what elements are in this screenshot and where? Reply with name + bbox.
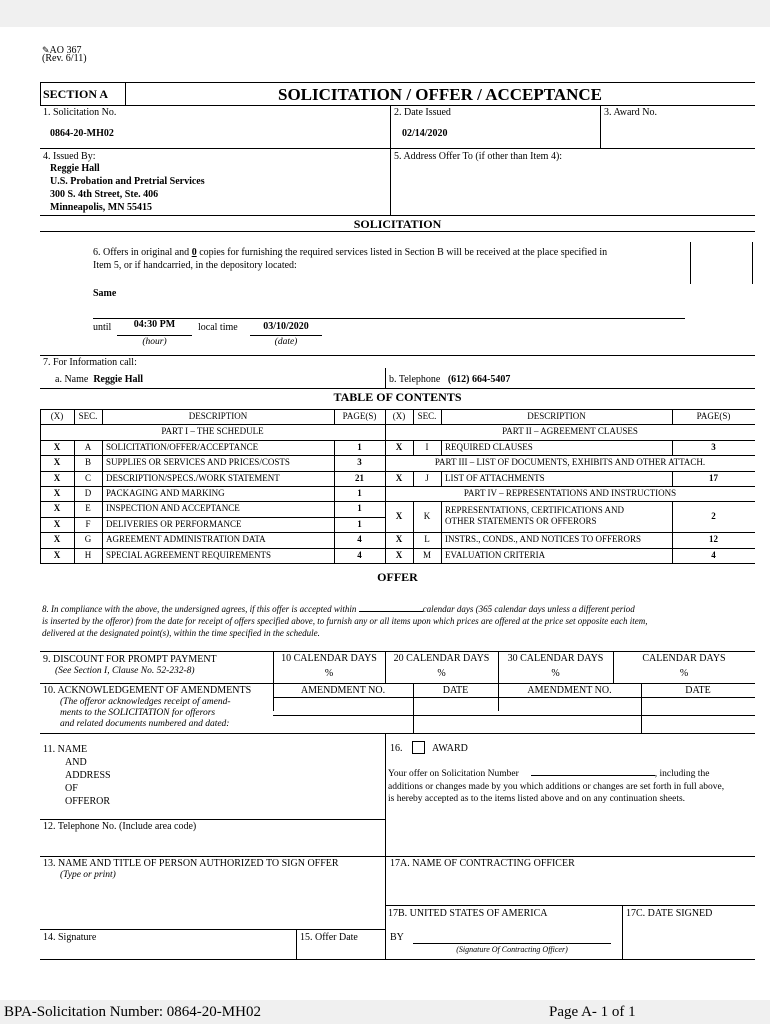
item13-label: 13. NAME AND TITLE OF PERSON AUTHORIZED TO SIGN OFFER (43, 858, 339, 869)
item17a-label: 17A. NAME OF CONTRACTING OFFICER (390, 858, 575, 869)
item6-line1: 6. Offers in original and 0 copies for furnishing the required services listed in Section B will be received at the place specified in (93, 247, 608, 258)
discount-10-pct: % (324, 668, 334, 679)
toc-row-description: DESCRIPTION/SPECS./WORK STATEMENT (106, 472, 280, 483)
toc-row-sec: A (84, 441, 92, 452)
toc-row-pages: 21 (355, 472, 364, 483)
form-title: SOLICITATION / OFFER / ACCEPTANCE (278, 85, 602, 104)
section-label: SECTION A (43, 87, 109, 101)
toc-row-x: X (395, 549, 403, 560)
toc-row-x: X (53, 457, 61, 468)
toc-row-x: X (395, 534, 403, 545)
item15-label: 15. Offer Date (300, 932, 358, 943)
toc-row-description: EVALUATION CRITERIA (445, 549, 546, 560)
hour-caption: (hour) (142, 337, 167, 347)
amendment-no-header-2: AMENDMENT NO. (527, 685, 612, 696)
toc-row-x: X (395, 472, 403, 483)
toc-row-description: INSTRS., CONDS., AND NOTICES TO OFFERORS (445, 534, 641, 545)
toc-row-pages: 17 (709, 472, 718, 483)
item14-label: 14. Signature (43, 932, 97, 943)
toc-row-description-k2: OTHER STATEMENTS OR OFFERORS (445, 516, 597, 527)
toc-row-x: X (53, 549, 61, 560)
amendment-date-header: DATE (442, 685, 469, 696)
item12-label: 12. Telephone No. (Include area code) (43, 821, 197, 832)
footer-solicitation-number: BPA-Solicitation Number: 0864-20-MH02 (4, 1004, 261, 1020)
toc-row-sec: F (85, 518, 91, 529)
toc-part2: PART II – AGREEMENT CLAUSES (502, 426, 638, 437)
item6-line2: Item 5, or if handcarried, in the depository located: (93, 260, 297, 271)
toc-row-x: X (53, 534, 61, 545)
toc-row-description: PACKAGING AND MARKING (106, 488, 225, 498)
toc-header-desc-right: DESCRIPTION (527, 411, 586, 421)
discount-cal-days: CALENDAR DAYS (642, 653, 726, 664)
toc-row-pages: 4 (357, 534, 362, 545)
toc-part1: PART I – THE SCHEDULE (161, 426, 264, 437)
toc-row-sec: K (423, 511, 431, 522)
form-revision: (Rev. 6/11) (42, 53, 87, 64)
toc-row-pages: 3 (357, 457, 362, 468)
discount-cal-pct: % (679, 668, 689, 679)
by-label: BY (390, 932, 404, 943)
toc-row-description: REQUIRED CLAUSES (445, 441, 533, 452)
toc-header-sec-right: SEC. (417, 411, 437, 421)
toc-row-description: SOLICITATION/OFFER/ACCEPTANCE (106, 441, 259, 452)
item7-label: 7. For Information call: (43, 357, 137, 368)
toc-row-x: X (53, 441, 61, 452)
toc-row-pages: 4 (357, 549, 362, 560)
toc-row-sec: L (424, 534, 430, 545)
toc-header-pages: PAGE(S) (342, 411, 377, 421)
item5-label: 5. Address Offer To (if other than Item 4): (394, 151, 563, 162)
toc-row-pages: 1 (357, 441, 362, 452)
hour-value: 04:30 PM (133, 319, 176, 330)
offer-heading: OFFER (377, 570, 418, 584)
solicitation-heading: SOLICITATION (353, 217, 442, 231)
toc-row-sec: J (425, 472, 429, 483)
toc-row-pages: 1 (357, 488, 362, 498)
item2-label: 2. Date Issued (394, 107, 451, 118)
toc-row-pages: 1 (357, 518, 362, 529)
item16-number: 16. (390, 743, 403, 754)
toc-part3: PART III – LIST OF DOCUMENTS, EXHIBITS AND OTHER ATTACH. (434, 457, 706, 468)
toc-header-pages-right: PAGE(S) (696, 411, 731, 421)
toc-part4: PART IV – REPRESENTATIONS AND INSTRUCTIONS (463, 488, 677, 498)
toc-row-sec: B (84, 457, 91, 468)
discount-30-pct: % (551, 668, 560, 679)
date-value: 03/10/2020 (263, 321, 309, 332)
toc-row-x: X (53, 488, 61, 498)
info-telephone: b. Telephone (612) 664-5407 (389, 374, 511, 385)
solicitation-number: 0864-20-MH02 (50, 128, 114, 139)
discount-20-pct: % (437, 668, 446, 679)
toc-row-sec: E (85, 503, 91, 514)
amendment-date-header-2: DATE (685, 685, 711, 696)
item9-label: 9. DISCOUNT FOR PROMPT PAYMENT (43, 654, 217, 665)
toc-row-pages: 3 (711, 441, 716, 452)
toc-row-pages: 1 (357, 503, 362, 514)
toc-row-description: INSPECTION AND ACCEPTANCE (106, 503, 240, 514)
toc-row-description-k1: REPRESENTATIONS, CERTIFICATIONS AND (445, 505, 625, 516)
toc-row-description: LIST OF ATTACHMENTS (445, 472, 545, 483)
toc-row-description: SPECIAL AGREEMENT REQUIREMENTS (106, 549, 272, 560)
pencil-icon: ✎ (42, 45, 50, 55)
toc-row-pages: 12 (709, 534, 718, 545)
item17b-label: 17B. UNITED STATES OF AMERICA (388, 908, 548, 919)
toc-row-sec: M (422, 549, 431, 560)
toc-row-sec: C (84, 472, 91, 483)
toc-row-x: X (395, 511, 403, 522)
discount-10-days: 10 CALENDAR DAYS (281, 653, 377, 664)
amendment-no-header: AMENDMENT NO. (300, 685, 386, 696)
toc-row-x: X (53, 503, 61, 514)
toc-row-description: DELIVERIES OR PERFORMANCE (106, 518, 242, 529)
item11-name-address: 11. NAME AND ADDRESS OF OFFEROR (43, 744, 111, 807)
toc-row-x: X (395, 441, 403, 452)
until-label: until (93, 322, 112, 333)
local-time-label: local time (198, 322, 238, 333)
page-footer (0, 1000, 770, 1024)
item13-sub: (Type or print) (60, 870, 116, 880)
item3-label: 3. Award No. (604, 107, 657, 118)
form-page (0, 27, 770, 1000)
toc-title: TABLE OF CONTENTS (333, 390, 462, 404)
item10-sub: (The offeror acknowledges receipt of amend- ments to the SOLICITATION for offerors and related documents numbered and dated: (60, 697, 231, 729)
toc-row-sec: D (84, 488, 92, 498)
item1-label: 1. Solicitation No. (43, 107, 117, 118)
toc-header-sec: SEC. (78, 411, 98, 421)
toc-header-x: (X) (50, 411, 64, 421)
item4-label: 4. Issued By: (43, 151, 96, 162)
toc-header-desc: DESCRIPTION (188, 411, 248, 421)
toc-row-pages: 4 (711, 549, 716, 560)
depository-location: Same (93, 288, 117, 299)
toc-row-sec: I (425, 441, 429, 452)
item10-label: 10. ACKNOWLEDGEMENT OF AMENDMENTS (43, 685, 252, 696)
form-id: ✎AO 367 (42, 45, 82, 56)
signature-caption: (Signature Of Contracting Officer) (456, 945, 568, 954)
award-label: AWARD (432, 743, 468, 754)
toc-row-sec: G (84, 534, 92, 545)
info-name: a. Name Reggie Hall (55, 374, 144, 385)
item8-paragraph: 8. In compliance with the above, the undersigned agrees, if this offer is accepted within calendar days (365 calendar days unless a different period is inserted by the offeror) from the date for receipt of offers specified above, to furnish any or all items upon which prices are offered at the price set opposite each item, delivered at the designated point(s), within the time specified in the schedule. (42, 604, 648, 638)
item17c-label: 17C. DATE SIGNED (626, 908, 713, 919)
toc-row-pages: 2 (711, 511, 716, 522)
footer-page-number: Page A- 1 of 1 (549, 1004, 636, 1020)
discount-20-days: 20 CALENDAR DAYS (393, 653, 490, 664)
toc-header-x-right: (X) (392, 411, 406, 421)
award-text: Your offer on Solicitation Number , including the additions or changes made by you which additions or changes are set forth in full above, is hereby accepted as to the items listed above and on any continuation sheets. (388, 769, 725, 804)
date-caption: (date) (274, 337, 298, 347)
issued-by: Reggie Hall U.S. Probation and Pretrial Services 300 S. 4th Street, Ste. 406 Minneapolis, MN 55415 (50, 163, 205, 213)
toc-row-description: AGREEMENT ADMINISTRATION DATA (106, 534, 266, 545)
award-checkbox[interactable] (412, 741, 425, 754)
discount-30-days: 30 CALENDAR DAYS (507, 653, 604, 664)
date-issued: 02/14/2020 (402, 128, 448, 139)
toc-row-sec: H (84, 549, 92, 560)
toc-row-x: X (53, 472, 61, 483)
item9-sub: (See Section I, Clause No. 52-232-8) (55, 666, 195, 676)
toc-row-description: SUPPLIES OR SERVICES AND PRICES/COSTS (106, 457, 290, 468)
toc-row-x: X (53, 518, 61, 529)
